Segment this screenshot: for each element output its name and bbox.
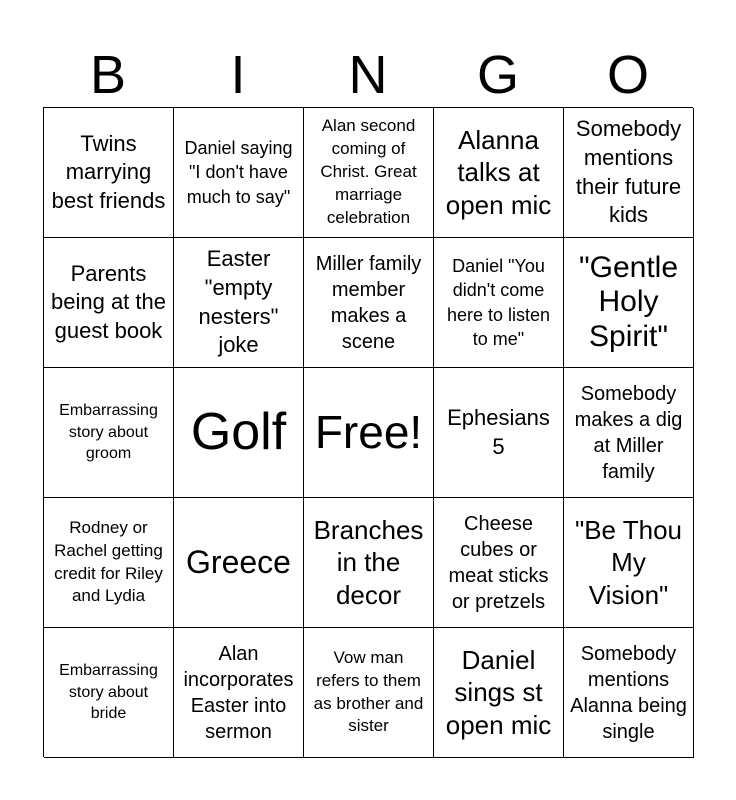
bingo-cell[interactable] xyxy=(44,108,174,238)
cell-text: Vow man refers to them as brother and sister xyxy=(313,647,424,736)
bingo-cell[interactable] xyxy=(564,498,694,628)
header-letter-i: I xyxy=(230,45,246,105)
cell-text: Daniel sings st open mic xyxy=(445,644,552,740)
header-letter-n: N xyxy=(348,45,388,105)
bingo-cell[interactable] xyxy=(174,628,304,758)
bingo-header xyxy=(43,42,693,108)
cell-text: Somebody mentions Alanna being single xyxy=(570,642,687,743)
cell-text: Miller family member makes a scene xyxy=(315,252,422,353)
bingo-cell[interactable] xyxy=(174,108,304,238)
cell-text: Rodney or Rachel getting credit for Riley and Lydia xyxy=(54,517,163,606)
cell-text: Alan incorporates Easter into sermon xyxy=(183,642,294,743)
cell-text: Somebody mentions their future kids xyxy=(575,116,682,228)
cell-text: Parents being at the guest book xyxy=(51,260,166,343)
bingo-cell[interactable] xyxy=(174,368,304,498)
bingo-cell[interactable] xyxy=(44,238,174,368)
cell-text: Alan second coming of Christ. Great marriage celebration xyxy=(320,116,417,227)
bingo-cell[interactable] xyxy=(564,108,694,238)
cell-text: Branches in the decor xyxy=(313,514,424,610)
bingo-cell[interactable] xyxy=(434,628,564,758)
bingo-cell[interactable] xyxy=(304,628,434,758)
cell-text: Somebody makes a dig at Miller family xyxy=(574,382,683,483)
bingo-cell[interactable] xyxy=(434,238,564,368)
cell-text: Greece xyxy=(186,544,291,581)
bingo-cell[interactable] xyxy=(564,238,694,368)
bingo-cell[interactable] xyxy=(304,498,434,628)
bingo-cell[interactable] xyxy=(564,628,694,758)
bingo-cell-free[interactable] xyxy=(304,368,434,498)
cell-text: Easter "empty nesters" joke xyxy=(198,246,279,358)
cell-text: "Gentle Holy Spirit" xyxy=(578,250,679,353)
cell-text: Daniel "You didn't come here to listen to me" xyxy=(446,255,551,349)
bingo-cell[interactable] xyxy=(44,368,174,498)
bingo-card-grid xyxy=(43,107,693,757)
bingo-cell[interactable] xyxy=(44,628,174,758)
cell-text: Ephesians 5 xyxy=(447,404,550,459)
cell-text: Cheese cubes or meat sticks or pretzels xyxy=(448,512,549,613)
cell-text: Alanna talks at open mic xyxy=(445,124,552,220)
bingo-cell[interactable] xyxy=(304,238,434,368)
bingo-cell[interactable] xyxy=(434,108,564,238)
bingo-cell[interactable] xyxy=(44,498,174,628)
header-letter-o: O xyxy=(606,45,649,105)
bingo-cell[interactable] xyxy=(434,368,564,498)
cell-text: "Be Thou My Vision" xyxy=(574,514,683,610)
bingo-cell[interactable] xyxy=(304,108,434,238)
header-letter-b: B xyxy=(89,45,127,105)
cell-text: Embarrassing story about bride xyxy=(59,662,158,723)
cell-text: Embarrassing story about groom xyxy=(59,402,158,463)
bingo-cell[interactable] xyxy=(564,368,694,498)
cell-text: Free! xyxy=(314,406,423,459)
cell-text: Daniel saying "I don't have much to say" xyxy=(184,138,293,207)
header-letter-g: G xyxy=(476,45,519,105)
cell-text: Golf xyxy=(190,402,287,461)
bingo-cell[interactable] xyxy=(174,238,304,368)
bingo-cell[interactable] xyxy=(434,498,564,628)
cell-text: Twins marrying best friends xyxy=(51,130,166,213)
bingo-cell[interactable] xyxy=(174,498,304,628)
